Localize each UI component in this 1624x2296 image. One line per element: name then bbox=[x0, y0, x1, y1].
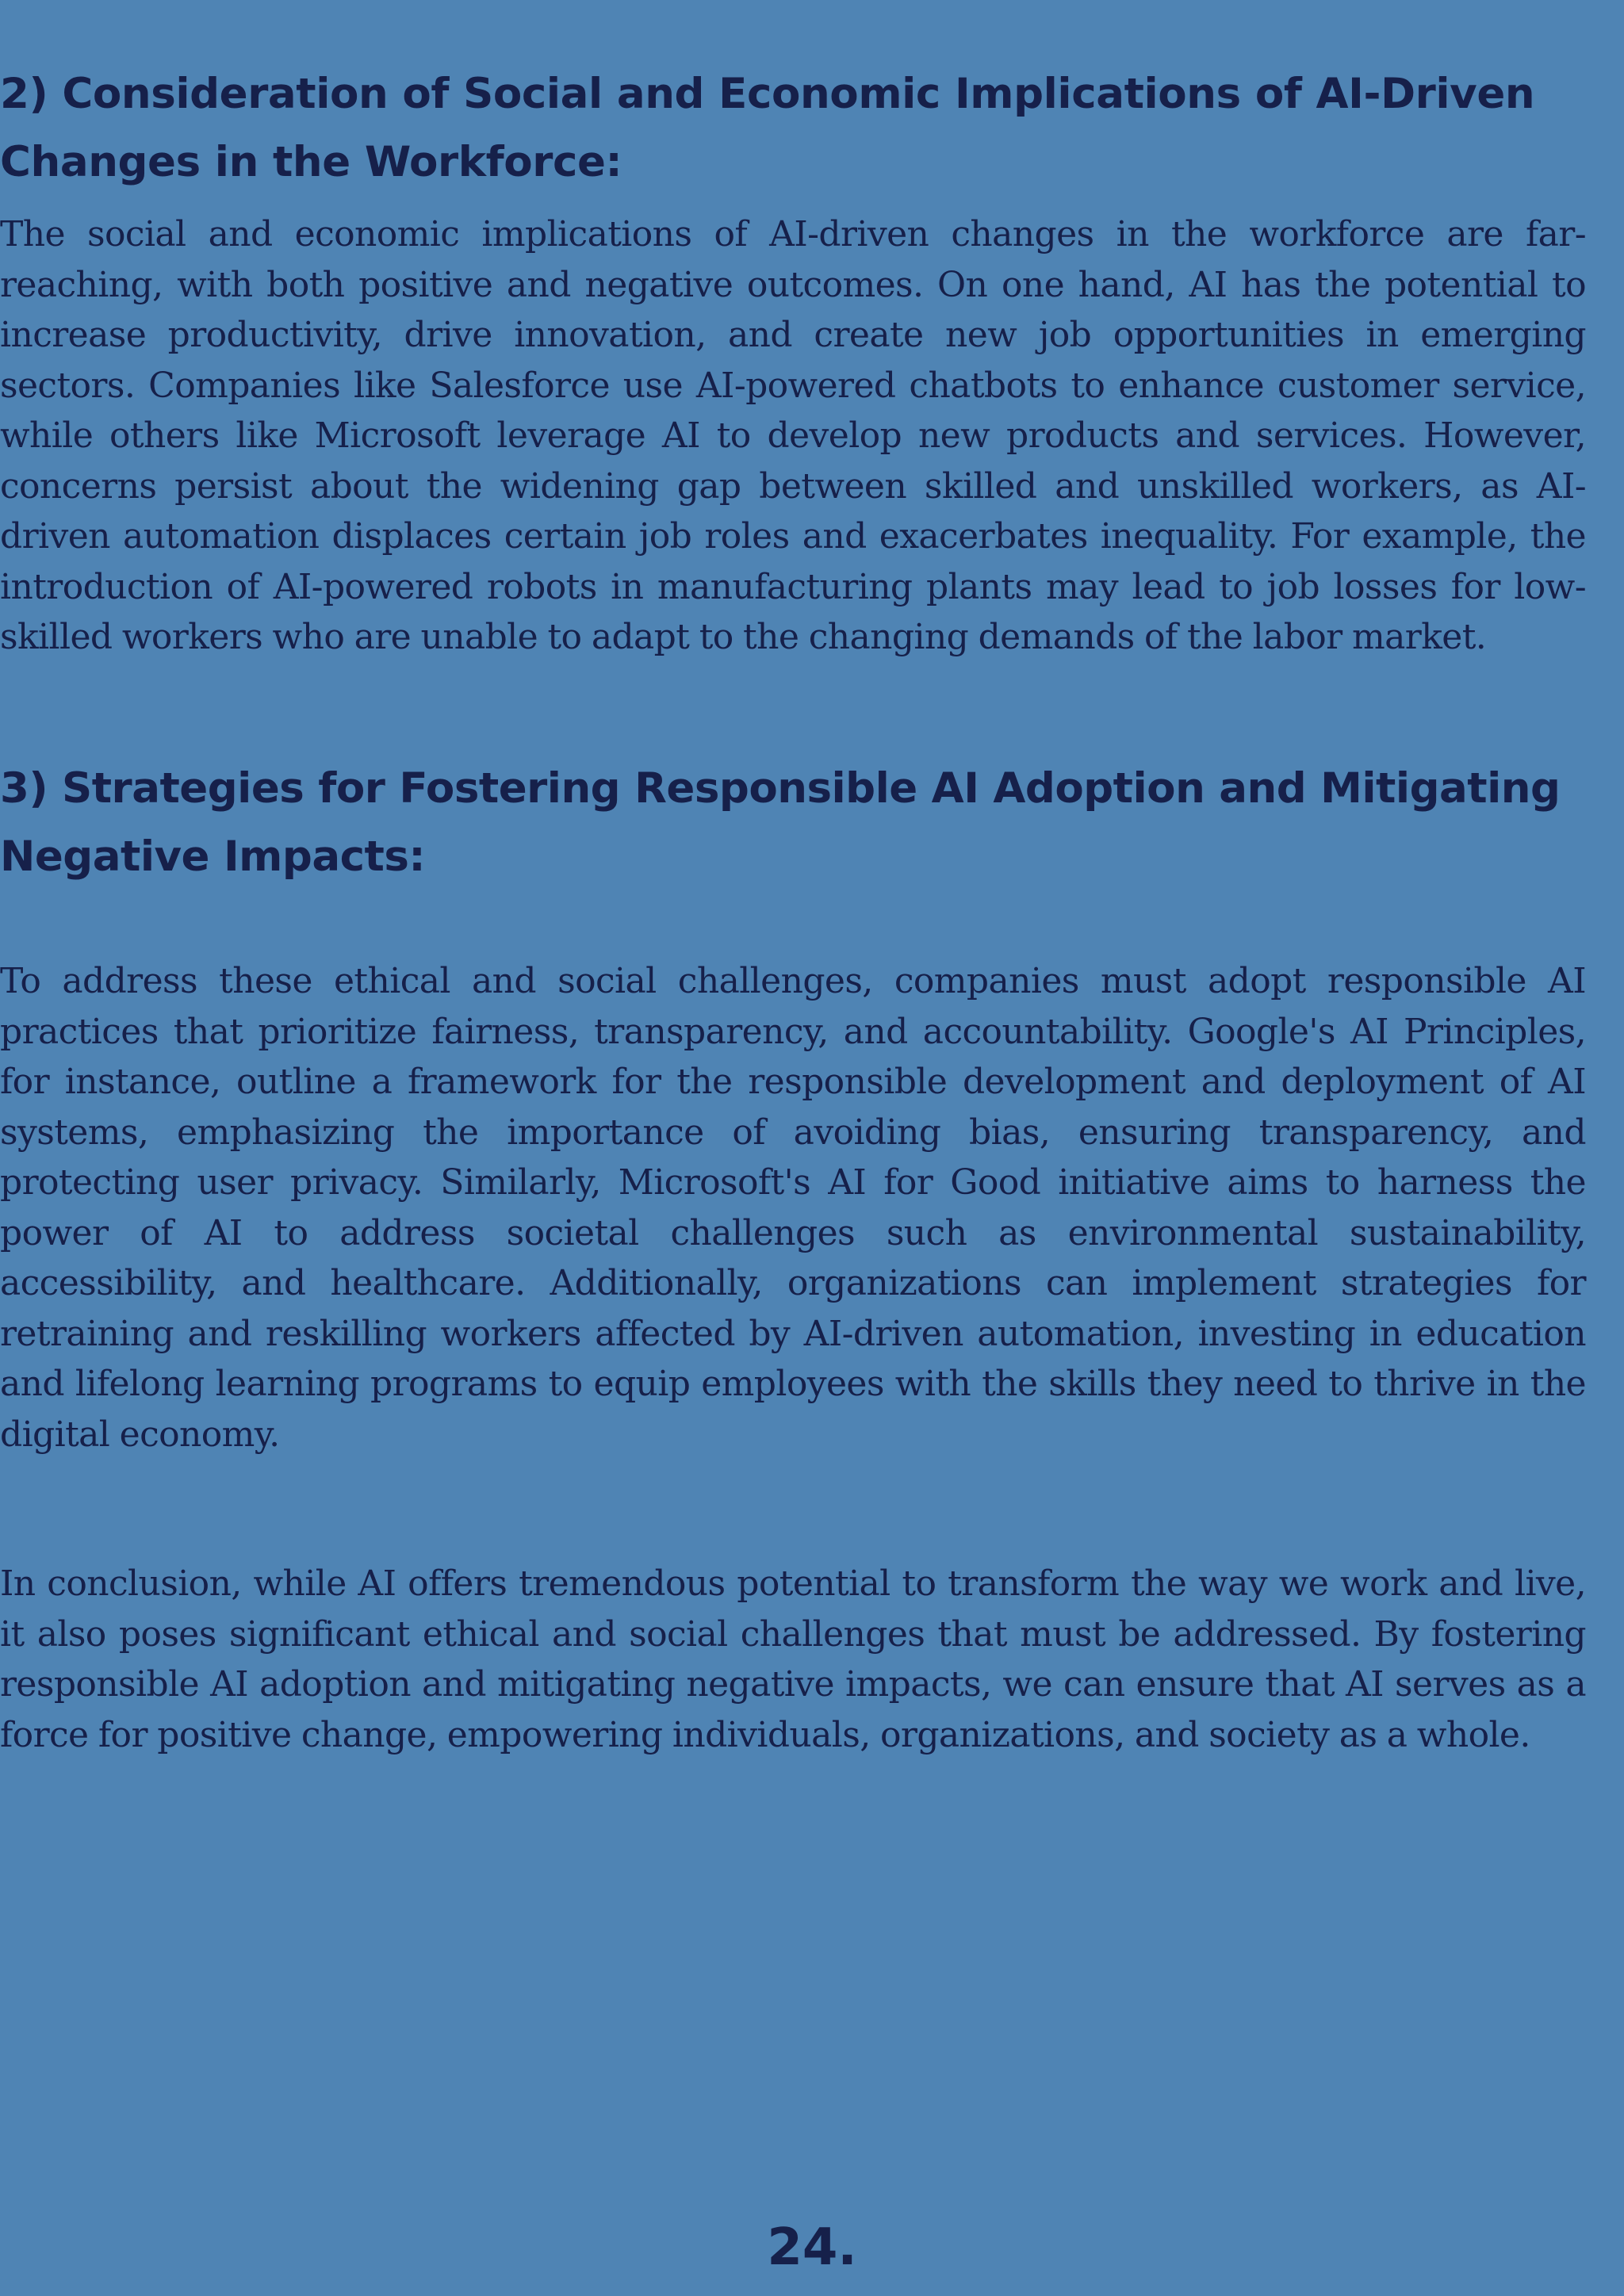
section-heading-social-economic-implications: 2) Consideration of Social and Economic Implications of AI-Driven Changes in the Workforce: bbox=[0, 70, 1535, 186]
page-number: 24. bbox=[767, 2218, 857, 2277]
paragraph-social-economic-implications: The social and economic implications of AI-driven changes in the workforce are far-reaching, with both positive and negative outcomes. On one hand, AI has the potential to increase productivity, drive innovation, and create new job opportunities in emerging sectors. Companies like Salesforce use AI-powered chatbots to enhance customer service, while others like Microsoft leverage AI to develop new products and services. However, concerns persist about the widening gap between skilled and unskilled workers, as AI-driven automation displaces certain job roles and exacerbates inequality. For example, the introduction of AI-powered robots in manufacturing plants may lead to job losses for low-skilled workers who are unable to adapt to the changing demands of the labor market. bbox=[0, 214, 1586, 657]
paragraph-conclusion: In conclusion, while AI offers tremendous potential to transform the way we work and live, it also poses significant ethical and social challenges that must be addressed. By fostering responsible AI adoption and mitigating negative impacts, we can ensure that AI serves as a force for positive change, empowering individuals, organizations, and society as a whole. bbox=[0, 1563, 1586, 1755]
paragraph-responsible-ai-practices: To address these ethical and social challenges, companies must adopt responsible AI practices that prioritize fairness, transparency, and accountability. Google's AI Principles, for instance, outline a framework for the responsible development and deployment of AI systems, emphasizing the importance of avoiding bias, ensuring transparency, and protecting user privacy. Similarly, Microsoft's AI for Good initiative aims to harness the power of AI to address societal challenges such as environmental sustainability, accessibility, and healthcare. Additionally, organizations can implement strategies for retraining and reskilling workers affected by AI-driven automation, investing in education and lifelong learning programs to equip employees with the skills they need to thrive in the digital economy. bbox=[0, 961, 1586, 1455]
section-heading-responsible-ai-strategies: 3) Strategies for Fostering Responsible AI Adoption and Mitigating Negative Impacts: bbox=[0, 764, 1561, 881]
